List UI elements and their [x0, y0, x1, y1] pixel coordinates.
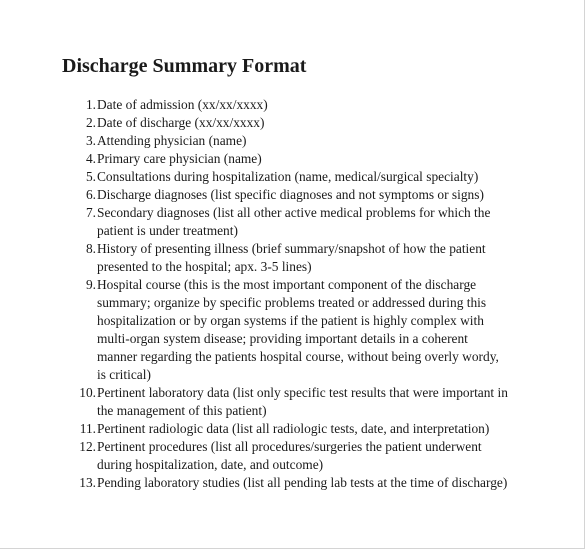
list-item-line: multi-organ system disease; providing important details in a coherent [97, 331, 468, 346]
list-item-line: Secondary diagnoses (list all other active medical problems for which the [97, 205, 491, 220]
list-item-line: Discharge diagnoses (list specific diagnoses and not symptoms or signs) [97, 187, 484, 202]
list-item [62, 420, 542, 438]
list-item-number: 7. [85, 205, 96, 220]
list-item-text [97, 114, 542, 132]
list-item-number: 2. [85, 115, 96, 130]
list-item-line: during hospitalization, date, and outcome) [97, 457, 324, 472]
list-item-number: 13. [79, 475, 96, 490]
list-item-text [97, 204, 542, 240]
list-item [62, 132, 542, 150]
list-item [62, 276, 542, 384]
list-item-line: History of presenting illness (brief summary/snapshot of how the patient [97, 241, 486, 256]
list-item-text [97, 420, 542, 438]
list-item-text [97, 132, 542, 150]
list-item-number: 9. [85, 277, 96, 292]
list-item-line: is critical) [97, 367, 151, 382]
list-item [62, 96, 542, 114]
list-item [62, 438, 542, 474]
list-item-number: 3. [85, 133, 96, 148]
list-item-line: Primary care physician (name) [97, 151, 262, 166]
list-item-line: Hospital course (this is the most important component of the discharge [97, 277, 477, 292]
list-item-text [97, 384, 542, 420]
list-item-number: 10. [79, 385, 96, 400]
list-item-number: 11. [79, 421, 96, 436]
list-item-line: Pertinent radiologic data (list all radiologic tests, date, and interpretation) [97, 421, 490, 436]
list-item-text [97, 474, 542, 492]
list-item-line: patient is under treatment) [97, 223, 238, 238]
list-item [62, 204, 542, 240]
list-item [62, 186, 542, 204]
list-item-number: 1. [85, 97, 96, 112]
list-item [62, 474, 542, 492]
list-item-line: Attending physician (name) [97, 133, 247, 148]
list-item [62, 114, 542, 132]
list-item-line: Date of discharge (xx/xx/xxxx) [97, 115, 265, 130]
list-item-text [97, 150, 542, 168]
summary-item-list [62, 96, 542, 492]
list-item-number: 12. [79, 439, 96, 454]
list-item-number: 6. [85, 187, 96, 202]
list-item-line: Pertinent laboratory data (list only specific test results that were important in [97, 385, 508, 400]
list-item-line: Consultations during hospitalization (name, medical/surgical specialty) [97, 169, 479, 184]
list-item-line: Pertinent procedures (list all procedures/surgeries the patient underwent [97, 439, 482, 454]
list-item-line: summary; organize by specific problems treated or addressed during this [97, 295, 487, 310]
list-item-text [97, 276, 542, 384]
list-item-line: Pending laboratory studies (list all pending lab tests at the time of discharge) [97, 475, 508, 490]
list-item-number: 8. [85, 241, 96, 256]
list-item [62, 240, 542, 276]
list-item-number: 5. [85, 169, 96, 184]
list-item-line: Date of admission (xx/xx/xxxx) [97, 97, 268, 112]
list-item [62, 168, 542, 186]
document-title: Discharge Summary Format [62, 55, 307, 77]
list-item-text [97, 96, 542, 114]
list-item [62, 384, 542, 420]
list-item-line: manner regarding the patients hospital course, without being overly wordy, [97, 349, 499, 364]
list-item-line: hospitalization or by organ systems if the patient is highly complex with [97, 313, 484, 328]
list-item-text [97, 168, 542, 186]
list-item-text [97, 240, 542, 276]
list-item-text [97, 438, 542, 474]
list-item-text [97, 186, 542, 204]
list-item-line: presented to the hospital; apx. 3-5 lines) [97, 259, 312, 274]
list-item [62, 150, 542, 168]
list-item-line: the management of this patient) [97, 403, 267, 418]
list-item-number: 4. [85, 151, 96, 166]
